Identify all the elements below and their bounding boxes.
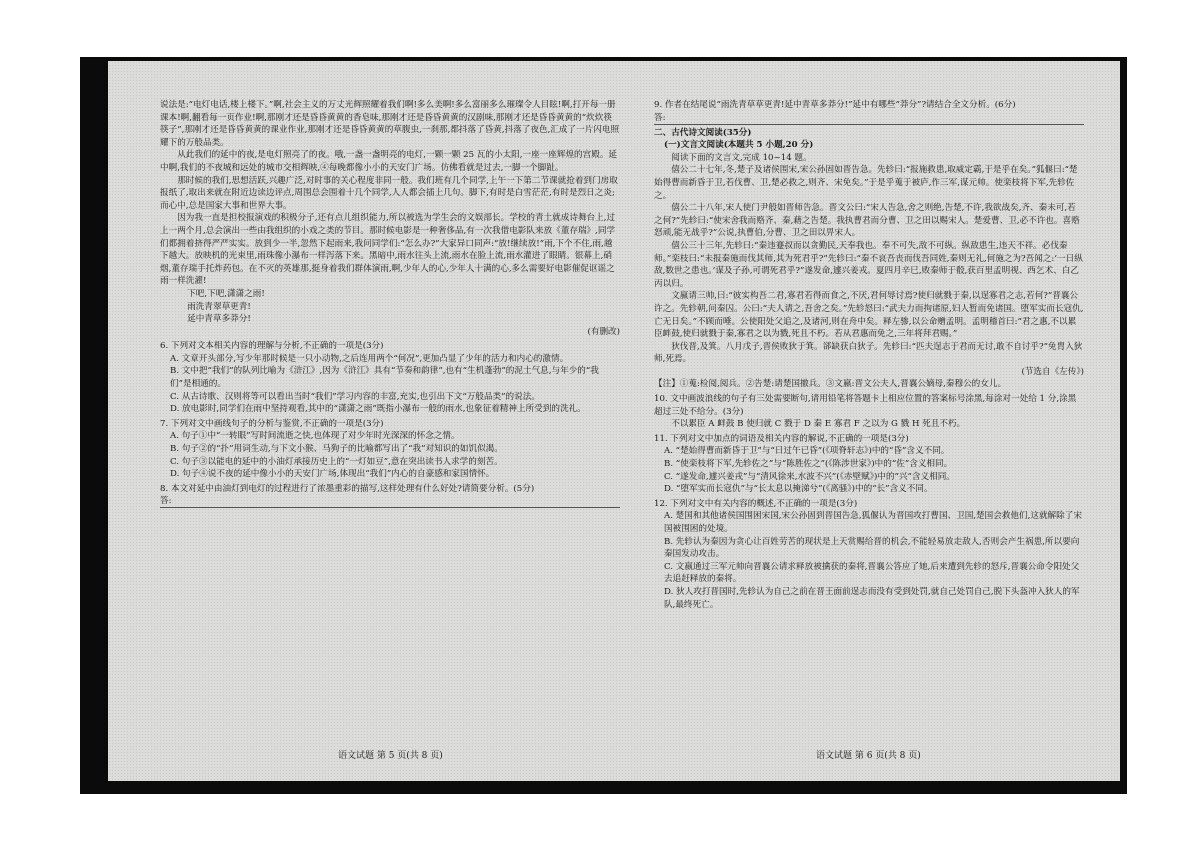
option: C. 文嬴通过三军元帅向晋襄公请求释放被擒获的秦将,晋襄公答应了她,后来遭到先轸的怒斥,晋襄公命令阳处父去追赶释放的秦将。 — [664, 561, 1080, 585]
annotation: 【注】①蒐:检阅,阅兵。②告楚:请楚国撤兵。③文嬴:晋文公夫人,晋襄公嫡母,秦穆公的女儿。 — [654, 379, 1007, 390]
page-footer-right: 语文试题 第 6 页(共 8 页) — [816, 751, 921, 761]
question-12: 12. 下列对文中有关内容的概述,不正确的一项是(3分) — [654, 498, 858, 509]
exam-paper — [108, 61, 1120, 781]
option: C. 从古诗歌、汉则将等可以看出当时“我们”学习内容的丰富,充实,也引出下文“万般品类”的说法。 — [170, 391, 540, 402]
classical-text: 僖公二十八年,宋人使门尹般如晋师告急。晋文公曰:“宋人告急,舍之则绝,告楚,不许,我欲战矣,齐、秦未可,若之何?”先轸曰:“使宋舍我而赂齐、秦,藉之告楚。我执曹君而分曹、卫之田以赐宋人。楚爱曹、卫,必不许也。喜赂怒顽,能无战乎?”公说,执曹伯,分曹、卫之田以畀宋人。 — [654, 203, 1080, 239]
option: B. 文中把“我们”的队列比喻为《浒江》,因为《浒江》具有“节奏和韵律”,也有“生机蓬勃”的泥土气息,与年少的“我们”是相通的。 — [170, 366, 599, 390]
question-7: 7. 下列对文中画线句子的分析与鉴赏,不正确的一项是(3分) — [160, 418, 384, 429]
option: A. “楚始得曹而新昏于卫”与“日过午已昏”(《项脊轩志》)中的“昏”含义不同。 — [664, 446, 950, 457]
option: C. 句子③以能电的延中的小油灯承接历史上的“一灯如豆”,意在突出读书人求学的刻苦。 — [170, 456, 503, 467]
section-heading: 二、古代诗文阅读(35分) — [654, 127, 752, 138]
option: D. 狄人攻打晋国时,先轸认为自己之前在晋王面前逞志而没有受到处罚,就自己处罚自己,脱下头盔冲入狄人的军队,最终死亡。 — [664, 586, 1080, 610]
option: B. 句子②的“扑”用词生动,与下文小猴、马狗子的比喻都写出了“我”对知识的如饥似渴。 — [170, 444, 503, 455]
subsection-heading: (一)文言文阅读(本题共 5 小题,20 分) — [664, 140, 814, 151]
option: C. “遂发命,遽兴姜戎”与“清风徐来,水波不兴”(《赤壁赋》)中的“兴”含义相同。 — [664, 471, 955, 482]
classical-text: 僖公三十三年,先轸曰:“秦违蹇叔而以贪勤民,天奉我也。奉不可失,敌不可纵。纵敌患生,违天不祥。必伐秦师。”栾枝曰:“未报秦施而伐其师,其为死君乎?”先轸曰:“秦不哀吾丧而伐吾同姓,秦则无礼,何施之为?吾闻之:‘一日纵敌,数世之患也。’谋及子孙,可谓死君乎?”遂发命,遽兴姜戎。夏四月辛巳,败秦师于殽,获百里孟明视、西乞术、白乙丙以归。 — [654, 240, 1083, 289]
option: B. 先轸认为秦因为贪心让百姓劳苦的现状是上天赏赐给晋的机会,不能轻易放走敌人,否则会产生祸患,所以要向秦国发动攻击。 — [664, 536, 1080, 560]
poem-line: 下吧,下吧,潇潇之雨! — [187, 288, 265, 299]
option: D. “堕军实而长寇仇”与“长太息以掩涕兮”(《离骚》)中的“长”含义不同。 — [664, 484, 933, 495]
instruction: 阅读下面的文言文,完成 10~14 题。 — [671, 152, 812, 163]
option: A. 句子①中“一转眼”写时间流逝之快,也体现了对少年时光深深的怀念之情。 — [170, 431, 460, 442]
paragraph: 那时候的我们,思想活跃,兴趣广泛,对时事的关心程度非同一般。我们班有几个同学,上午一下第二节课就抢着到门房取报纸了,取出来就在附近边读边评点,周围总会围着十几个同学,人人都会插上几句。脚下,有时是白雪茫茫,有时是烈日之炎;而心中,总是国家大事和世界大事。 — [160, 175, 618, 211]
sentence-break-line: 不以累臣 A 衅鼓 B 使归就 C 戮于 D 秦 E 寡君 F 之以为 G 戮 H 死且不朽。 — [671, 419, 966, 430]
poem-line: 雨洗青翠草更青! — [187, 301, 251, 312]
source-note: (节选自《左传》) — [1021, 366, 1084, 377]
edit-note: (有删改) — [587, 326, 620, 337]
option: D. 句子④说不夜的延中像小小的天安门广场,体现出“我们”内心的自豪感和家国情怀。 — [170, 469, 495, 480]
question-6: 6. 下列对文本相关内容的理解与分析,不正确的一项是(3分) — [160, 341, 384, 352]
paragraph: 从此我们的延中的夜,是电灯照亮了的夜。哦,一盏一盏明亮的电灯,一颗一颗 25 瓦的小太阳,一座一座辉煌的宫殿。延中啊,我们的不夜城和远处的城市交相辉映,④每晚都像小小的天安门广场。仿佛看就是过去,一脚一个脚趾。 — [160, 150, 618, 173]
classical-text: 狄伐晋,及箕。八月戊子,晋侯败狄于箕。郤缺获白狄子。先轸曰:“匹夫逞志于君而无讨,敢不自讨乎?”免胄入狄师,死焉。 — [654, 341, 1083, 365]
answer-line[interactable]: 答: — [654, 112, 1084, 125]
question-9: 9. 作者在结尾说“雨洗青草草更青!延中青草多莽分!”延中有哪些“莽分”?请结合全文分析。(6分) — [654, 100, 1016, 110]
question-11: 11. 下列对文中加点的词语及相关内容的解说,不正确的一项是(3分) — [654, 433, 909, 444]
question-8: 8. 本文对延中由油灯到电灯的过程进行了浓墨重彩的描写,这样处理有什么好处?请简要分析。(5分) — [160, 483, 535, 494]
page-6 — [654, 99, 1084, 611]
option: B. “使栾枝将下军,先轸佐之”与“陈胜佐之”(《陈涉世家》)中的“佐”含义相同。 — [664, 459, 953, 470]
option: A. 楚国和其他诸侯国围困宋国,宋公孙固到晋国告急,狐偃认为晋国攻打曹国、卫国,楚国会救他们,这就解除了宋国被围困的处境。 — [664, 511, 1082, 534]
option: D. 放电影时,同学们在雨中坚持观看,其中的“潇潇之雨”既指小瀑布一般的雨水,也象征着精神上所受到的洗礼。 — [170, 404, 586, 415]
poem-line: 延中青草多莽分! — [187, 314, 251, 325]
classical-text: 文嬴请三帅,曰:“彼实构吾二君,寡君若得而食之,不厌,君何辱讨焉?使归就戮于秦,以逞寡君之志,若何?”晋襄公许之。先轸朝,问秦囚。公曰:“夫人请之,吾舍之矣。”先轸怒曰:“武夫力而拘诸原,妇人暂而免诸国。堕军实而长寇仇,亡无日矣。”不顾而唾。公使阳处父追之,及诸河,则在舟中矣。释左骖,以公命赠孟明。孟明稽首曰:“君之惠,不以累臣衅鼓,使归就戮于秦,寡君之以为戮,死且不朽。若从君惠而免之,三年将拜君赐。” — [654, 291, 1084, 340]
page-5 — [160, 99, 620, 508]
option: A. 文章开头部分,写少年那时候是一只小动物,之后连用两个“何况”,更加凸显了少年的活力和内心的激情。 — [170, 353, 569, 364]
answer-line[interactable]: 答: — [160, 495, 620, 508]
paragraph: 说法是:“电灯电话,楼上楼下。”啊,社会主义的万丈光辉照耀着我们啊!多么美啊!多么富丽多么璀璨令人目眩!啊,打开每一册课本!啊,翻看每一页作业!啊,那刚才还是昏昏黄黄的香皂味,那刚才还是昏昏黄黄的汉剧味,那刚才还是昏昏黄黄的“炊炊筷筷子”,那刚才还是昏昏黄黄的课业作业,那刚才还是昏昏黄黄的草腹虫,一刹那,都抖落了昏黄,抖落了夜色,汇成了一片闪电照耀下的万般品类。 — [160, 100, 620, 148]
question-10: 10. 文中画波浪线的句子有三处需要断句,请用铅笔将答题卡上相应位置的答案标号涂黑,每涂对一处给 1 分,涂黑超过三处不给分。(3分) — [654, 394, 1077, 417]
paragraph: 因为我一直是担校报演戏的积极分子,还有点儿组织能力,所以被选为学生会的文娱部长。学校的青土就成诗舞台上,过上一两个月,总会演出一些由我组织的小戏之类的节目。那时候电影是一种奢侈品,有一次我借电影队来放《董存瑞》,同学们都拥着挤得严严实实。放到少一半,忽然下起雨来,我问同学们:“怎么办?”大家异口同声:“放!继续放!”雨,下个不住,雨,越下越大。放映机的光束里,雨珠像小瀑布一样泻落下来。黑暗中,雨水往头上流,雨水在脸上流,雨水灌进了眼睛。银幕上,硝烟,董存瑞手托炸药包。在不灭的英雄那,挺身着我们群体演雨,啊,少年人的心,少年人十满的心,多么需要好电影催促讴谣之雨一样洗濯! — [160, 213, 616, 287]
classical-text: 僖公二十七年,冬,楚子及诸侯围宋,宋公孙固如晋告急。先轸曰:“报施救患,取威定霸,于是乎在矣。”狐偃曰:“楚始得曹而新昏于卫,若伐曹、卫,楚必救之,则齐、宋免矣。”于是乎蒐于被庐,作三军,谋元帅。使栾枝将下军,先轸佐之。 — [654, 165, 1078, 201]
page-footer-left: 语文试题 第 5 页(共 8 页) — [338, 751, 443, 761]
